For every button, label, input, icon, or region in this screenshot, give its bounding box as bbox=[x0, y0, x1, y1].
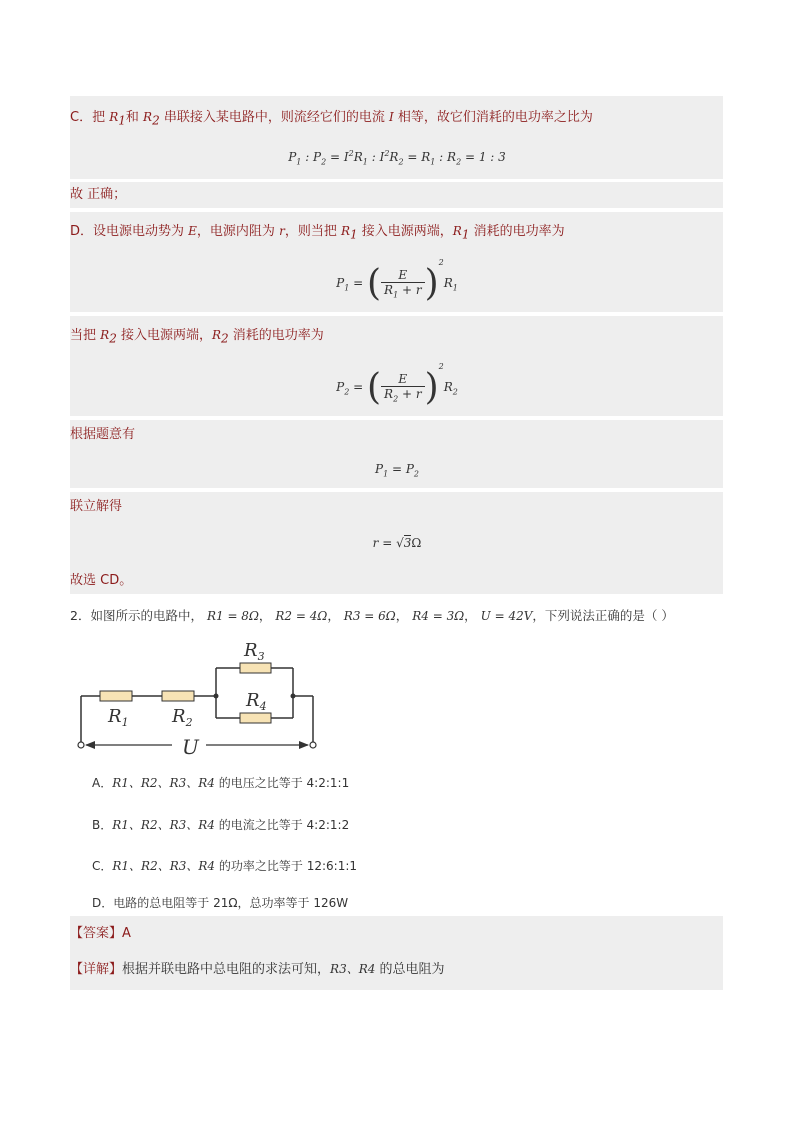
resistor-r2 bbox=[162, 691, 194, 701]
option-b[interactable]: B．R1、R2、R3、R4 的电流之比等于 4:2:1:2 bbox=[92, 818, 350, 832]
equation-d2: $P_2$ = ( $\frac{E}{R_2 + r}$ )$^2R_2$ bbox=[336, 362, 458, 408]
label-r1: $R_1$ bbox=[108, 706, 129, 729]
answer-line: 【答案】A bbox=[70, 926, 131, 941]
solution-d-line: D．设电源电动势为 E，电源内阻为 r，则当把 $R_1$ 接入电源两端，$R_1$ 消耗的电功率为 bbox=[70, 224, 565, 242]
solution-solve: 联立解得 bbox=[70, 499, 123, 514]
label-r3: $R_3$ bbox=[244, 640, 265, 663]
label-u: U bbox=[182, 735, 199, 759]
solution-r2-line: 当把 $R_2$ 接入电源两端，$R_2$ 消耗的电功率为 bbox=[70, 328, 324, 346]
label-r2: $R_2$ bbox=[172, 706, 193, 729]
solution-c-conclusion: 故 正确； bbox=[70, 187, 127, 202]
equation-r: r = √3Ω bbox=[372, 536, 422, 550]
label-r4: $R_4$ bbox=[246, 690, 267, 713]
terminal-left bbox=[78, 742, 84, 748]
terminal-right bbox=[310, 742, 316, 748]
solution-final: 故选 CD。 bbox=[70, 573, 133, 588]
solution-block-c-conclusion bbox=[70, 182, 723, 208]
resistor-r1 bbox=[100, 691, 132, 701]
solution-c-line: C．把 $R_1$和 $R_2$ 串联接入某电路中，则流经它们的电流 I 相等，故它们消耗的电功率之比为 bbox=[70, 110, 593, 128]
option-a[interactable]: A．R1、R2、R3、R4 的电压之比等于 4:2:1:1 bbox=[92, 776, 350, 790]
resistor-r4 bbox=[240, 713, 271, 723]
equation-c: $P_1$ : $P_2 = I^2R_1$ : $I^2R_2 = R_1$ : $R_2 = 1$ : 3 bbox=[288, 149, 506, 167]
resistor-r3 bbox=[240, 663, 271, 673]
equation-d1: $P_1$ = ( $\frac{E}{R_1 + r}$ )$^2R_1$ bbox=[336, 258, 458, 304]
question-stem: 2．如图所示的电路中， R1 = 8Ω， R2 = 4Ω， R3 = 6Ω， R4 = 3Ω， U = 42V，下列说法正确的是（ ） bbox=[70, 608, 674, 623]
circuit-diagram bbox=[70, 634, 330, 764]
option-d[interactable]: D．电路的总电阻等于 21Ω，总功率等于 126W bbox=[92, 896, 349, 910]
equation-equal: $P_1 = P_2$ bbox=[374, 462, 420, 479]
solution-by-meaning: 根据题意有 bbox=[70, 427, 136, 442]
detail-line: 【详解】根据并联电路中总电阻的求法可知，R3、R4 的总电阻为 bbox=[70, 962, 445, 977]
option-c[interactable]: C．R1、R2、R3、R4 的功率之比等于 12:6:1:1 bbox=[92, 859, 358, 873]
